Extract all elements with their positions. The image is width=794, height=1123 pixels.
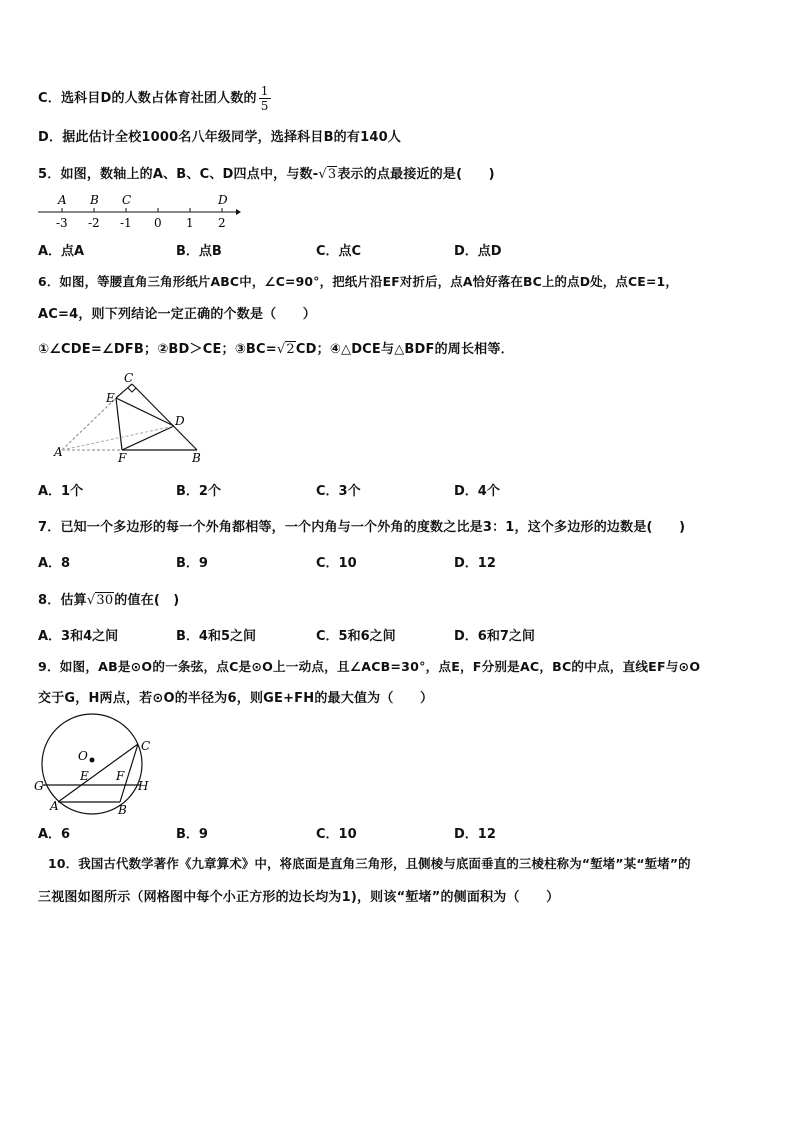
q6-stem-line1: 6．如图，等腰直角三角形纸片ABC中，∠C=90°，把纸片沿EF对折后，点A恰好落在BC上的点D处，点CE=1， [38, 274, 678, 289]
q9-option-b[interactable]: B．9 [176, 827, 208, 842]
q5-stem-post: 表示的点最接近的是( ) [337, 167, 495, 182]
point-label-c: C [122, 193, 132, 207]
q8-option-b[interactable]: B．4和5之间 [176, 629, 256, 644]
q7-stem: 7．已知一个多边形的每一个外角都相等，一个内角与一个外角的度数之比是3：1，这个多边形的边数是( ) [38, 520, 686, 535]
label-f: F [118, 451, 127, 464]
tick-label: 1 [186, 216, 194, 230]
q4-option-c-text: C．选科目D的人数占体育社团人数的 [38, 91, 257, 106]
segment-ae-dashed [62, 398, 116, 450]
q5-option-d[interactable]: D．点D [454, 244, 502, 259]
q5-option-c[interactable]: C．点C [316, 244, 362, 259]
point-label-b: B [90, 193, 99, 207]
q4-option-d: D．据此估计全校1000名八年级同学，选择科目B的有140人 [38, 130, 402, 145]
q7-option-c[interactable]: C．10 [316, 556, 357, 571]
segment-ed [116, 398, 174, 426]
label-o: O [78, 749, 88, 763]
label-g: G [34, 779, 44, 793]
tick-label: -3 [56, 216, 68, 230]
fraction-numerator: 1 [260, 84, 269, 98]
q6-conclusions-post: CD；④△DCE与△BDF的周长相等． [295, 342, 514, 357]
tick-label: 0 [154, 216, 162, 230]
segment-fd [122, 426, 174, 450]
q6-option-b[interactable]: B．2个 [176, 484, 221, 499]
point-label-d: D [218, 193, 228, 207]
q9-stem-line2: 交于G，H两点，若⊙O的半径为6，则GE+FH的最大值为（ ） [38, 691, 434, 706]
q4-option-c [38, 84, 271, 113]
q8-option-d[interactable]: D．6和7之间 [454, 629, 535, 644]
q9-option-c[interactable]: C．10 [316, 827, 357, 842]
label-a: A [54, 445, 63, 459]
fraction [259, 84, 271, 113]
q7-option-a[interactable]: A．8 [38, 556, 71, 571]
segment-ad-dashed [62, 426, 174, 450]
q6-option-d[interactable]: D．4个 [454, 484, 500, 499]
q7-option-b[interactable]: B．9 [176, 556, 208, 571]
label-b: B [118, 803, 127, 817]
center-o-dot-icon [90, 758, 95, 763]
sqrt-radicand: 3 [327, 167, 337, 182]
label-c: C [124, 371, 134, 385]
segment-cb [132, 384, 197, 450]
q6-option-c[interactable]: C．3个 [316, 484, 361, 499]
label-c: C [141, 739, 151, 753]
q9-circle-figure [34, 712, 160, 818]
right-angle-mark-icon [128, 388, 136, 392]
label-e: E [106, 391, 115, 405]
segment-ef [116, 398, 122, 450]
q8-stem-pre: 8．估算 [38, 593, 87, 608]
sqrt: √3 [318, 167, 337, 182]
label-f: F [116, 769, 125, 783]
q7-option-d[interactable]: D．12 [454, 556, 496, 571]
q5-stem [38, 163, 495, 182]
q8-stem-post: 的值在( ) [114, 593, 180, 608]
q10-stem-line2: 三视图如图所示（网格图中每个小正方形的边长均为1)，则该“堑堵”的侧面积为（ ） [38, 890, 560, 905]
q5-stem-pre: 5．如图，数轴上的A、B、C、D四点中，与数- [38, 167, 319, 182]
label-e: E [80, 769, 89, 783]
q6-conclusions [38, 338, 514, 357]
sqrt: √2 [276, 342, 295, 357]
q6-option-a[interactable]: A．1个 [38, 484, 84, 499]
sqrt: √30 [86, 593, 114, 608]
segment-ac [58, 744, 138, 802]
q6-conclusions-pre: ①∠CDE=∠DFB；②BD＞CE；③BC= [38, 342, 277, 357]
label-b: B [192, 451, 201, 464]
q8-option-a[interactable]: A．3和4之间 [38, 629, 119, 644]
q9-option-d[interactable]: D．12 [454, 827, 496, 842]
sqrt-radicand: 2 [286, 342, 295, 357]
q5-option-a[interactable]: A．点A [38, 244, 85, 259]
axis-arrow-icon [236, 209, 241, 215]
sqrt-radicand: 30 [96, 593, 114, 608]
point-label-a: A [58, 193, 67, 207]
tick-label: -1 [120, 216, 132, 230]
q10-stem-line1: 10．我国古代数学著作《九章算术》中，将底面是直角三角形，且侧棱与底面垂直的三棱柱称为“堑堵”某“堑堵”的 [48, 856, 691, 871]
tick-label: -2 [88, 216, 100, 230]
q9-stem-line1: 9．如图，AB是⊙O的一条弦，点C是⊙O上一动点，且∠ACB=30°，点E，F分别是AC，BC的中点，直线EF与⊙O [38, 659, 701, 674]
tick-label: 2 [218, 216, 226, 230]
label-h: H [138, 779, 149, 793]
segment-ec [116, 384, 132, 398]
q5-number-line-figure [36, 190, 242, 232]
q6-stem-line2: AC=4，则下列结论一定正确的个数是（ ） [38, 307, 316, 322]
q5-option-b[interactable]: B．点B [176, 244, 222, 259]
q8-option-c[interactable]: C．5和6之间 [316, 629, 396, 644]
label-a: A [50, 799, 59, 813]
q9-option-a[interactable]: A．6 [38, 827, 71, 842]
q8-stem [38, 589, 179, 608]
label-d: D [175, 414, 185, 428]
fraction-denominator: 5 [260, 99, 269, 113]
q6-triangle-figure [52, 370, 208, 464]
